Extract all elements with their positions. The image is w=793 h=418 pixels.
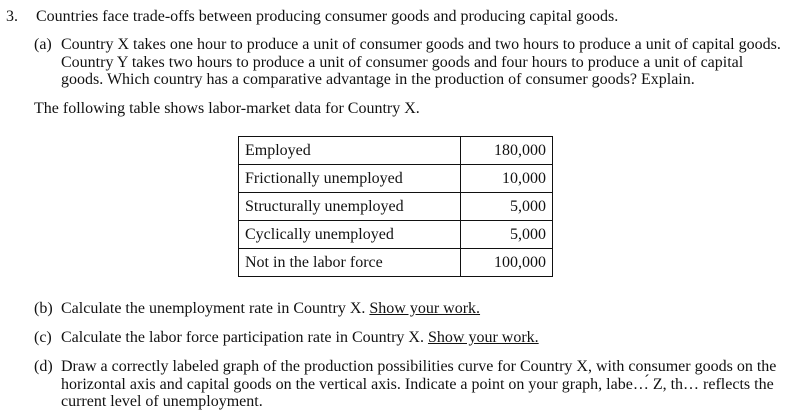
table-cell-value: 180,000 [461, 137, 553, 165]
part-c-text: Calculate the labor force participation rate in Country X. [61, 329, 424, 346]
part-c-instruction: Show your work. [427, 329, 539, 346]
part-d-text: Draw a correctly labeled graph of the production possibilities curve for Country X, with consumer goods on the horizontal axis and capital goods on the vertical axis. Indicate a point on your graph, labe…́ Z, th… reflects the current level of unemployment. [61, 358, 777, 410]
part-b-text: Calculate the unemployment rate in Country X. [61, 300, 366, 317]
table-cell-category: Not in the labor force [239, 249, 461, 277]
part-b-body [61, 300, 786, 318]
table-row [239, 165, 553, 193]
question-number: 3. [6, 8, 18, 25]
part-a [34, 36, 786, 89]
part-c-body [61, 329, 786, 347]
table-cell-category: Structurally unemployed [239, 193, 461, 221]
question-header [6, 8, 618, 26]
part-b-label: (b) [34, 300, 53, 317]
part-a-text: Country X takes one hour to produce a unit of consumer goods and two hours to produce a unit of capital goods. Country Y takes two hours to produce a unit of consumer goods and four hours to produce a unit of capital goods. Which country has a comparative advantage in the production of consumer goods? Explain. [61, 36, 781, 88]
part-c-label: (c) [34, 329, 52, 346]
table-row [239, 221, 553, 249]
table-cell-value: 100,000 [461, 249, 553, 277]
table-cell-category: Cyclically unemployed [239, 221, 461, 249]
table-row [239, 193, 553, 221]
table-row [239, 137, 553, 165]
part-a-label: (a) [34, 36, 52, 53]
table-cell-category: Frictionally unemployed [239, 165, 461, 193]
labor-market-table [238, 136, 553, 277]
part-c [34, 329, 786, 347]
table-intro: The following table shows labor-market data for Country X. [34, 100, 420, 117]
table-cell-category: Employed [239, 137, 461, 165]
part-d-label: (d) [34, 358, 53, 375]
part-b-instruction: Show your work. [369, 300, 481, 317]
table-cell-value: 5,000 [461, 221, 553, 249]
part-d [34, 358, 786, 411]
table-cell-value: 5,000 [461, 193, 553, 221]
table-row [239, 249, 553, 277]
part-b [34, 300, 786, 318]
table-cell-value: 10,000 [461, 165, 553, 193]
question-text: Countries face trade-offs between producing consumer goods and producing capital goods. [36, 8, 619, 25]
